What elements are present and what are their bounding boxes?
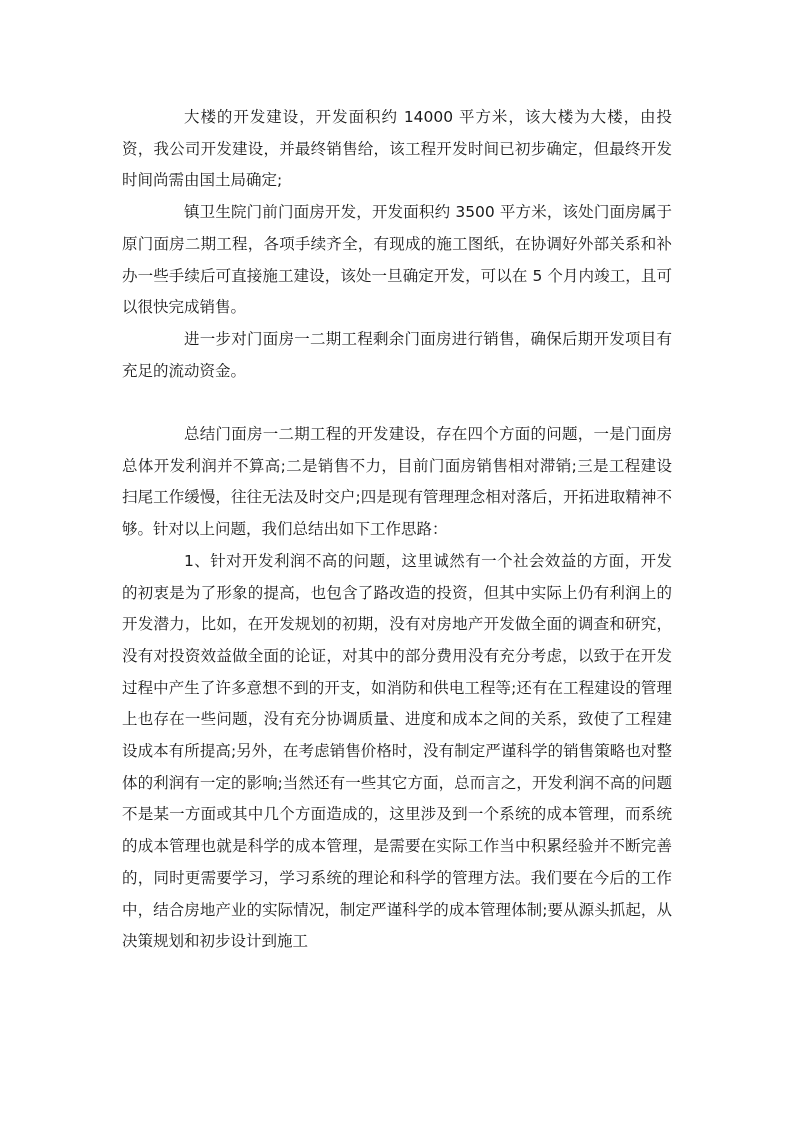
- paragraph-building-development: 大楼的开发建设，开发面积约 14000 平方米，该大楼为大楼，由投资，我公司开发建设，并最终销售给，该工程开发时间已初步确定，但最终开发时间尚需由国土局确定;: [122, 108, 672, 190]
- paragraph-profit-analysis: 1、针对开发利润不高的问题，这里诚然有一个社会效益的方面，开发的初衷是为了形象的提高，也包含了路改造的投资，但其中实际上仍有利润上的开发潜力，比如，在开发规划的初期，没有对房地产开发做全面的调查和研究，没有对投资效益做全面的论证，对其中的部分费用没有充分考虑，以致于在开发过程中产生了许多意想不到的开支，如消防和供电工程等;还有在工程建设的管理上也存在一些问题，没有充分协调质量、进度和成本之间的关系，致使了工程建设成本有所提高;另外，在考虑销售价格时，没有制定严谨科学的销售策略也对整体的利润有一定的影响;当然还有一些其它方面，总而言之，开发利润不高的问题不是某一方面或其中几个方面造成的，这里涉及到一个系统的成本管理，而系统的成本管理也就是科学的成本管理，是需要在实际工作当中积累经验并不断完善的，同时更需要学习，学习系统的理论和科学的管理方法。我们要在今后的工作中，结合房地产业的实际情况，制定严谨科学的成本管理体制;要从源头抓起，从决策规划和初步设计到施工: [122, 551, 672, 951]
- document-body: [122, 102, 672, 958]
- paragraph-summary-issues: 总结门面房一二期工程的开发建设，存在四个方面的问题，一是门面房总体开发利润并不算高;二是销售不力，目前门面房销售相对滞销;三是工程建设扫尾工作缓慢，往往无法及时交户;四是现有管理理念相对落后，开拓进取精神不够。针对以上问题，我们总结出如下工作思路：: [122, 425, 672, 539]
- paragraph-remaining-sales: 进一步对门面房一二期工程剩余门面房进行销售，确保后期开发项目有充足的流动资金。: [122, 329, 672, 380]
- paragraph-clinic-storefront: 镇卫生院门前门面房开发，开发面积约 3500 平方米，该处门面房属于原门面房二期工程，各项手续齐全，有现成的施工图纸，在协调好外部关系和补办一些手续后可直接施工建设，该处一旦确定开发，可以在 5 个月内竣工，且可以很快完成销售。: [122, 203, 672, 317]
